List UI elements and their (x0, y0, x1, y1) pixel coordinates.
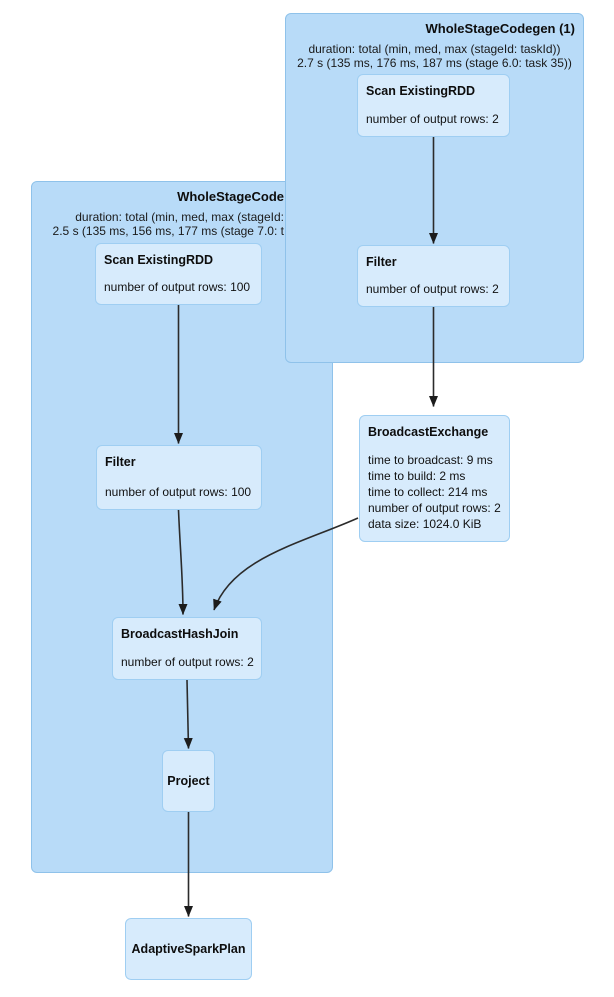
cluster-duration-metric (32, 211, 286, 238)
node-metrics (368, 452, 501, 532)
plan-node-broadcastexchange[interactable] (359, 415, 510, 542)
duration-line-2: 2.7 s (135 ms, 176 ms, 187 ms (stage 6.0: task 35)) (297, 55, 572, 70)
duration-line-2: 2.5 s (135 ms, 156 ms, 177 ms (stage 7.0: t (52, 223, 284, 238)
plan-node-filter-left[interactable] (96, 445, 262, 510)
node-metric: number of output rows: 2 (366, 112, 499, 126)
cluster-duration-metric (286, 43, 583, 70)
node-title: AdaptiveSparkPlan (131, 942, 246, 956)
node-title: BroadcastExchange (368, 425, 489, 439)
node-title: BroadcastHashJoin (121, 627, 239, 641)
node-metric: time to collect: 214 ms (368, 485, 488, 499)
plan-node-broadcasthashjoin[interactable] (112, 617, 262, 680)
cluster-title: WholeStageCodegen (1) (425, 21, 575, 36)
plan-node-project[interactable] (162, 750, 215, 812)
node-metric: number of output rows: 2 (366, 282, 499, 296)
duration-line-1: duration: total (min, med, max (stageId: (75, 210, 284, 224)
node-title: Filter (366, 255, 397, 269)
node-metric: data size: 1024.0 KiB (368, 517, 482, 531)
node-title: Filter (105, 455, 136, 469)
cluster-header (286, 14, 583, 70)
node-title: Project (167, 774, 210, 788)
plan-node-scan-existingrdd-left[interactable] (95, 243, 262, 305)
node-title: Scan ExistingRDD (366, 84, 476, 98)
plan-node-adaptivesparkplan[interactable] (125, 918, 252, 980)
node-metric: time to broadcast: 9 ms (368, 453, 493, 467)
cluster-title: WholeStageCode (177, 189, 284, 204)
node-metric: number of output rows: 100 (104, 280, 251, 294)
duration-line-1: duration: total (min, med, max (stageId: taskId)) (308, 42, 561, 56)
plan-node-filter-right[interactable] (357, 245, 510, 307)
cluster-wholestagecodegen-1 (285, 13, 584, 363)
node-metric: number of output rows: 2 (368, 501, 501, 515)
node-title: Scan ExistingRDD (104, 253, 214, 267)
node-metric: number of output rows: 2 (121, 655, 254, 669)
node-metric: number of output rows: 100 (105, 485, 252, 499)
plan-node-scan-existingrdd-right[interactable] (357, 74, 510, 137)
cluster-header (32, 182, 286, 238)
node-metric: time to build: 2 ms (368, 469, 466, 483)
